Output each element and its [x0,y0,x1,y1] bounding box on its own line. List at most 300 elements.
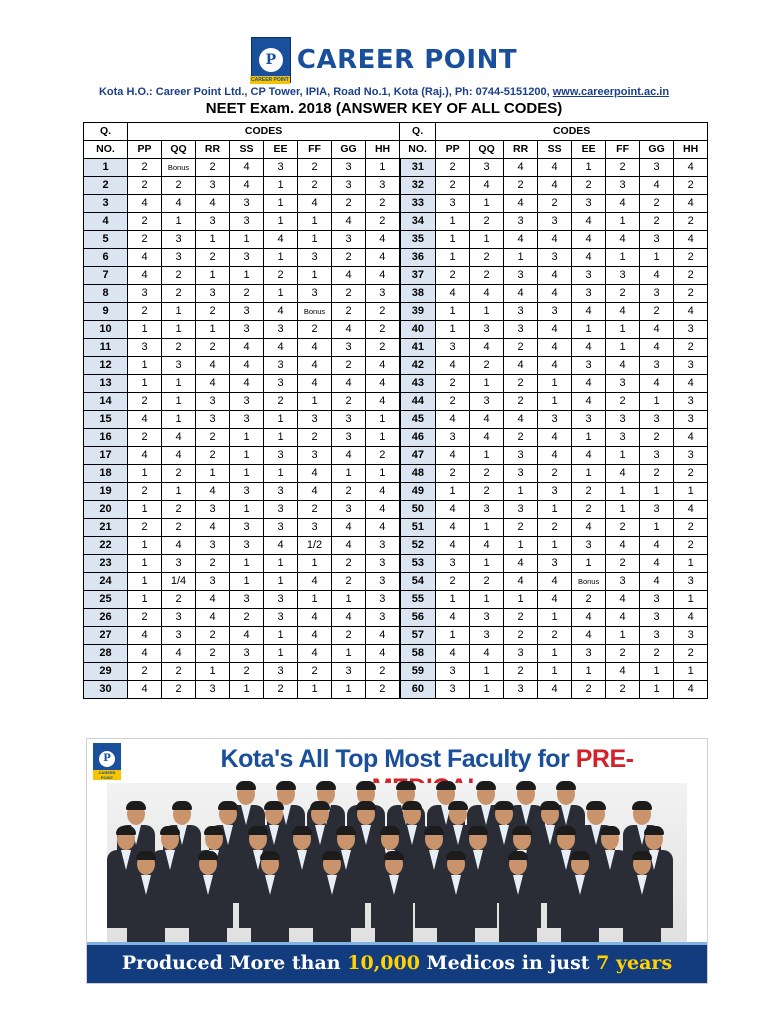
answer-cell: 1 [504,537,538,555]
answer-cell: 2 [298,663,332,681]
answer-cell: 4 [606,591,640,609]
table-row [84,177,708,195]
answer-cell: 3 [504,321,538,339]
answer-cell: 4 [470,285,504,303]
question-number: 5 [84,231,128,249]
answer-cell: 4 [674,195,708,213]
page-title: NEET Exam. 2018 (ANSWER KEY OF ALL CODES) [205,100,563,117]
question-number: 3 [84,195,128,213]
answer-cell: 3 [366,177,400,195]
answer-cell: 2 [504,627,538,645]
answer-cell: 2 [640,213,674,231]
answer-cell: 3 [470,501,504,519]
answer-cell: 4 [298,645,332,663]
code-column-header: RR [504,141,538,159]
answer-cell: 1 [128,573,162,591]
question-number: 27 [84,627,128,645]
question-number: 59 [400,663,436,681]
answer-cell: 4 [196,195,230,213]
answer-cell: 2 [470,249,504,267]
answer-cell: 3 [538,249,572,267]
answer-cell: 3 [264,447,298,465]
question-number: 44 [400,393,436,411]
answer-cell: 3 [572,357,606,375]
answer-cell: 1 [162,321,196,339]
answer-cell: 3 [230,249,264,267]
answer-cell: 4 [606,663,640,681]
answer-cell: 3 [196,501,230,519]
answer-cell: 3 [196,681,230,699]
answer-cell: 3 [606,177,640,195]
answer-cell: 2 [640,465,674,483]
answer-cell: 4 [470,645,504,663]
code-column-header: GG [332,141,366,159]
question-number: 16 [84,429,128,447]
code-column-header: PP [128,141,162,159]
answer-cell: 4 [366,357,400,375]
question-number: 7 [84,267,128,285]
answer-cell: 2 [128,393,162,411]
answer-cell: 3 [436,429,470,447]
answer-cell: 3 [196,393,230,411]
question-number: 24 [84,573,128,591]
answer-cell: 4 [640,177,674,195]
answer-cell: 2 [674,177,708,195]
question-number: 25 [84,591,128,609]
question-number: 58 [400,645,436,663]
answer-cell: 4 [366,627,400,645]
answer-cell: 4 [366,231,400,249]
answer-cell: 4 [470,537,504,555]
question-number: 11 [84,339,128,357]
code-column-header: SS [538,141,572,159]
answer-cell: 1 [606,321,640,339]
question-number: 21 [84,519,128,537]
answer-cell: 2 [298,321,332,339]
answer-cell: 4 [366,249,400,267]
answer-cell: 1 [606,249,640,267]
table-row [84,609,708,627]
answer-cell: 1 [264,411,298,429]
answer-cell: 2 [332,555,366,573]
answer-cell: 4 [538,681,572,699]
answer-cell: 3 [538,213,572,231]
answer-cell: 1 [332,591,366,609]
answer-cell: 2 [470,267,504,285]
code-column-header: EE [264,141,298,159]
answer-cell: 4 [504,195,538,213]
question-number: 22 [84,537,128,555]
answer-cell: 3 [366,591,400,609]
answer-cell: 2 [470,465,504,483]
answer-cell: 3 [640,591,674,609]
table-row [84,501,708,519]
answer-cell: 4 [504,357,538,375]
answer-cell: 4 [606,465,640,483]
answer-cell: 3 [640,231,674,249]
answer-cell: 3 [572,645,606,663]
answer-cell: 2 [162,267,196,285]
question-number: 52 [400,537,436,555]
answer-cell: 2 [470,357,504,375]
answer-cell: 2 [504,609,538,627]
answer-cell: 2 [332,357,366,375]
answer-cell: 2 [298,429,332,447]
answer-cell: 4 [298,573,332,591]
answer-cell: 4 [470,177,504,195]
answer-cell: 4 [264,303,298,321]
codes-header: CODES [128,123,400,141]
answer-cell: 2 [366,321,400,339]
answer-cell: 4 [538,591,572,609]
answer-cell: 4 [298,483,332,501]
answer-cell: 4 [366,501,400,519]
answer-cell: 3 [470,609,504,627]
q-no-header: Q. [400,123,436,141]
answer-cell: 3 [128,339,162,357]
answer-cell: 3 [504,213,538,231]
answer-cell: 2 [366,303,400,321]
question-number: 54 [400,573,436,591]
answer-cell: 2 [504,177,538,195]
career-point-logo [251,37,291,83]
answer-cell: 4 [470,411,504,429]
code-column-header: EE [572,141,606,159]
answer-cell: 2 [366,195,400,213]
brand-name: CAREER POINT [296,45,518,75]
answer-cell: 4 [366,483,400,501]
answer-cell: 1 [230,555,264,573]
footer-count: 10,000 [347,952,420,974]
answer-cell: 2 [196,159,230,177]
answer-cell: 1 [332,645,366,663]
answer-cell: 2 [436,267,470,285]
answer-cell: 4 [504,159,538,177]
answer-cell: 2 [436,177,470,195]
answer-cell: 3 [572,195,606,213]
answer-cell: 1 [674,591,708,609]
answer-cell: 3 [162,555,196,573]
logo-emblem-icon: P [259,48,283,72]
answer-cell: 2 [298,177,332,195]
question-number: 37 [400,267,436,285]
answer-cell: 3 [298,285,332,303]
answer-cell: 4 [230,159,264,177]
answer-cell: 3 [162,231,196,249]
footer-years: 7 years [596,952,673,974]
answer-cell: 1 [332,681,366,699]
faculty-member [623,853,661,953]
answer-cell: 2 [366,447,400,465]
question-number: 51 [400,519,436,537]
answer-cell: 4 [128,681,162,699]
website-link[interactable]: www.careerpoint.ac.in [552,86,670,98]
answer-cell: 1 [332,465,366,483]
banner-logo-icon: P CAREER POINT [93,743,121,775]
answer-cell: 2 [606,555,640,573]
answer-cell: 4 [128,249,162,267]
answer-cell: 4 [674,501,708,519]
answer-cell: 3 [674,393,708,411]
answer-cell: 4 [128,627,162,645]
answer-cell: 2 [128,483,162,501]
table-row [84,429,708,447]
answer-cell: 3 [332,177,366,195]
answer-cell: 2 [674,249,708,267]
answer-cell: 3 [230,591,264,609]
answer-cell: 4 [640,267,674,285]
answer-cell: 4 [572,213,606,231]
answer-cell: 1 [366,465,400,483]
table-row [84,465,708,483]
answer-cell: 1 [264,285,298,303]
answer-cell: 4 [674,681,708,699]
answer-cell: 3 [230,483,264,501]
answer-cell: 3 [366,609,400,627]
answer-cell: 4 [538,447,572,465]
answer-cell: 3 [162,249,196,267]
question-number: 35 [400,231,436,249]
answer-cell: 2 [606,519,640,537]
q-no-header: NO. [400,141,436,159]
answer-cell: 2 [470,483,504,501]
answer-cell: 1 [606,627,640,645]
answer-cell: Bonus [298,303,332,321]
question-number: 39 [400,303,436,321]
answer-cell: 1 [674,483,708,501]
answer-cell: 2 [366,681,400,699]
answer-cell: 2 [162,519,196,537]
answer-cell: 1 [640,663,674,681]
answer-cell: 1 [230,267,264,285]
answer-cell: 3 [640,285,674,303]
answer-cell: 1 [196,267,230,285]
answer-cell: 3 [640,357,674,375]
answer-cell: 1 [436,321,470,339]
table-row [84,159,708,177]
answer-cell: 1 [128,375,162,393]
answer-cell: 2 [128,303,162,321]
answer-cell: 1 [162,375,196,393]
answer-cell: 3 [298,411,332,429]
answer-cell: 3 [264,519,298,537]
answer-cell: 3 [332,501,366,519]
answer-cell: 3 [230,393,264,411]
table-row [84,411,708,429]
answer-cell: 1 [470,303,504,321]
answer-cell: 2 [332,285,366,303]
answer-cell: 1 [470,375,504,393]
answer-cell: 3 [436,681,470,699]
answer-cell: 3 [264,357,298,375]
answer-cell: 3 [366,285,400,303]
answer-cell: 1 [230,573,264,591]
answer-cell: 1 [230,465,264,483]
answer-cell: 1 [572,429,606,447]
answer-cell: 3 [230,411,264,429]
logo-caption: CAREER POINT [251,77,289,83]
answer-cell: 2 [504,519,538,537]
answer-cell: 4 [162,429,196,447]
question-number: 32 [400,177,436,195]
question-number: 31 [400,159,436,177]
answer-cell: 1 [538,609,572,627]
answer-cell: 4 [196,609,230,627]
answer-cell: 1 [196,465,230,483]
answer-cell: 2 [674,645,708,663]
answer-cell: 1 [264,627,298,645]
faculty-member [313,853,351,953]
answer-cell: 3 [230,519,264,537]
answer-cell: 4 [196,591,230,609]
answer-cell: 4 [332,375,366,393]
answer-cell: 1 [470,519,504,537]
answer-cell: 4 [128,645,162,663]
answer-cell: 1 [298,555,332,573]
answer-cell: 1 [128,501,162,519]
answer-cell: 2 [162,285,196,303]
answer-cell: 1 [606,339,640,357]
answer-cell: 1 [128,357,162,375]
answer-cell: 3 [538,483,572,501]
answer-cell: 1 [436,591,470,609]
answer-cell: 1 [264,465,298,483]
answer-cell: 3 [504,267,538,285]
answer-cell: 1 [538,537,572,555]
answer-cell: 4 [332,537,366,555]
answer-cell: 1 [470,663,504,681]
answer-cell: 3 [264,501,298,519]
question-number: 30 [84,681,128,699]
table-row [84,231,708,249]
answer-cell: 4 [128,267,162,285]
question-number: 2 [84,177,128,195]
answer-cell: 3 [572,411,606,429]
answer-cell: 4 [572,303,606,321]
answer-cell: 2 [332,573,366,591]
answer-cell: 4 [538,285,572,303]
banner-heading-kota: Kota's [220,745,293,773]
answer-cell: 2 [674,267,708,285]
answer-cell: 4 [640,339,674,357]
answer-cell: 3 [196,573,230,591]
answer-cell: 1 [640,483,674,501]
answer-cell: 4 [230,177,264,195]
answer-cell: 3 [640,501,674,519]
answer-cell: 2 [332,393,366,411]
answer-cell: 2 [264,267,298,285]
answer-cell: 4 [264,537,298,555]
answer-cell: 1 [366,159,400,177]
answer-cell: 4 [436,285,470,303]
answer-cell: 2 [332,195,366,213]
answer-cell: 1 [196,321,230,339]
answer-cell: 3 [298,447,332,465]
code-column-header: FF [298,141,332,159]
answer-cell: 4 [298,375,332,393]
question-number: 40 [400,321,436,339]
answer-cell: 4 [538,573,572,591]
answer-cell: 2 [162,339,196,357]
answer-cell: 2 [128,213,162,231]
answer-cell: 3 [230,537,264,555]
answer-cell: 1 [470,591,504,609]
contact-address: Kota H.O.: Career Point Ltd., CP Tower, IPIA, Road No.1, Kota (Raj.), Ph: 0744-5151200, [98,86,553,98]
answer-cell: 3 [230,303,264,321]
answer-cell: 3 [366,573,400,591]
answer-cell: 2 [538,465,572,483]
question-number: 13 [84,375,128,393]
answer-cell: 4 [332,267,366,285]
answer-cell: 4 [436,411,470,429]
question-number: 14 [84,393,128,411]
answer-cell: 3 [504,303,538,321]
answer-cell: 1 [298,591,332,609]
answer-cell: 1 [298,213,332,231]
answer-cell: Bonus [162,159,196,177]
answer-cell: 2 [128,159,162,177]
answer-cell: 2 [572,681,606,699]
answer-cell: 3 [538,555,572,573]
answer-cell: 4 [298,609,332,627]
answer-cell: 1 [230,501,264,519]
answer-cell: 1 [606,213,640,231]
answer-cell: 4 [572,609,606,627]
code-column-header: QQ [162,141,196,159]
answer-cell: 4 [298,339,332,357]
answer-cell: 1 [366,411,400,429]
answer-cell: 1 [264,645,298,663]
answer-cell: 1/2 [298,537,332,555]
question-number: 4 [84,213,128,231]
table-row [84,663,708,681]
answer-cell: 2 [196,447,230,465]
question-number: 50 [400,501,436,519]
answer-cell: 3 [538,411,572,429]
answer-cell: 3 [504,681,538,699]
answer-cell: 3 [332,663,366,681]
answer-cell: 2 [332,303,366,321]
faculty-member [251,853,289,953]
answer-cell: 4 [538,357,572,375]
answer-cell: 4 [436,609,470,627]
banner-heading-middle: All Top Most Faculty for [292,745,576,773]
answer-cell: 4 [606,609,640,627]
answer-cell: 3 [640,447,674,465]
answer-cell: 1 [470,231,504,249]
answer-cell: 2 [128,663,162,681]
answer-cell: 4 [640,375,674,393]
answer-cell: 2 [332,249,366,267]
answer-cell: 2 [674,213,708,231]
answer-cell: 1 [264,249,298,267]
answer-cell: 1 [606,483,640,501]
question-number: 26 [84,609,128,627]
answer-cell: 1 [470,555,504,573]
answer-cell: 3 [538,303,572,321]
answer-cell: 3 [264,609,298,627]
answer-cell: 3 [332,231,366,249]
question-number: 1 [84,159,128,177]
answer-cell: 2 [504,663,538,681]
answer-cell: 1 [264,555,298,573]
answer-cell: 2 [606,681,640,699]
answer-cell: 2 [128,231,162,249]
code-column-header: HH [366,141,400,159]
answer-cell: 3 [196,177,230,195]
answer-cell: 2 [264,393,298,411]
answer-cell: 4 [640,573,674,591]
